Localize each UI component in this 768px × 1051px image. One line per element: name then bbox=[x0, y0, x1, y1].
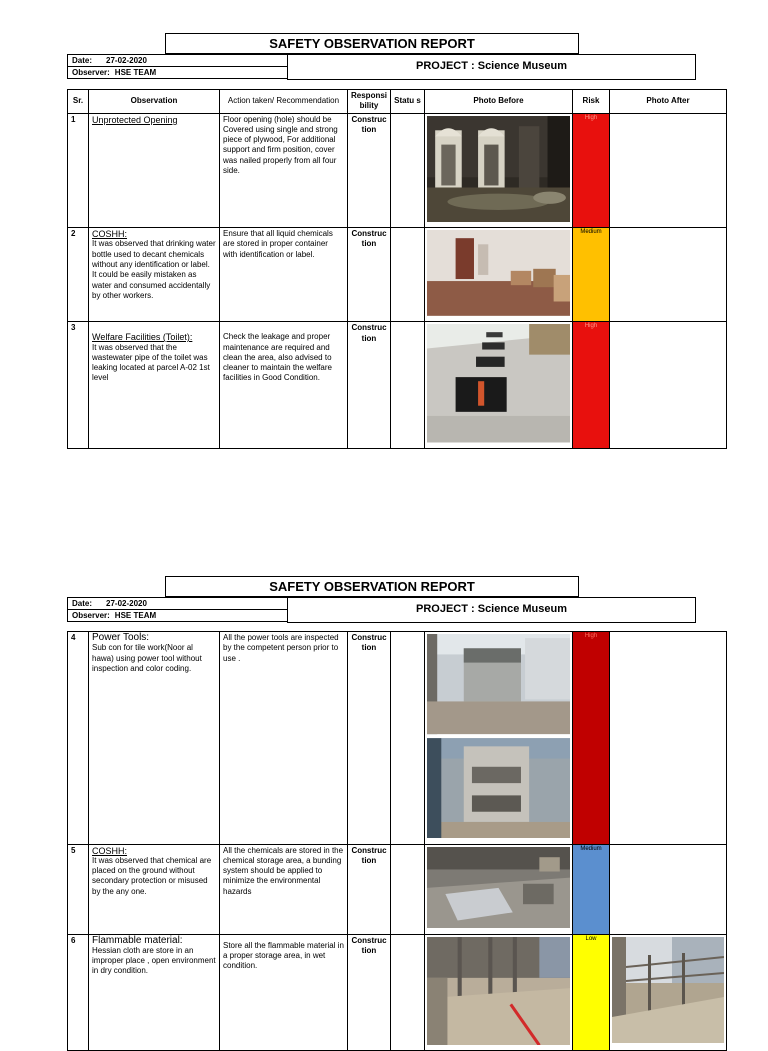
row-action: All the chemicals are stored in the chemical storage area, a bunding system should be applied to minimize the environmental hazards bbox=[220, 844, 348, 934]
risk-cell bbox=[573, 934, 610, 1051]
table-header-row bbox=[68, 90, 727, 114]
row-sr: 4 bbox=[68, 632, 89, 845]
photo-before-cell bbox=[425, 113, 573, 228]
risk-cell bbox=[573, 632, 610, 845]
risk-label: Low bbox=[585, 935, 597, 942]
report-title: SAFETY OBSERVATION REPORT bbox=[165, 33, 579, 54]
date-label: Date: bbox=[72, 599, 93, 608]
row-action bbox=[220, 322, 348, 449]
row-sr: 1 bbox=[68, 113, 89, 228]
row-observation bbox=[89, 844, 220, 934]
risk-cell bbox=[573, 844, 610, 934]
row-action: Floor opening (hole) should be Covered using single and strong piece of plywood, For additional support and firm position, cover was nailed properly from all four side. bbox=[220, 113, 348, 228]
action-text: Store all the flammable material in a proper storage area, in wet condition. bbox=[223, 940, 344, 971]
risk-cell bbox=[573, 228, 610, 322]
photo-before-cell bbox=[425, 934, 573, 1051]
observation-title: COSHH: bbox=[92, 845, 128, 856]
photo-before-image bbox=[427, 230, 570, 319]
date-label: Date: bbox=[72, 56, 93, 65]
row-observation bbox=[89, 632, 220, 845]
table-row bbox=[68, 632, 727, 845]
observation-body: It was observed that drinking water bottle used to decant chemicals without any identification or label. It could be easily mistaken as water and consumed accidentally by other workers. bbox=[92, 239, 216, 300]
table-row bbox=[68, 934, 727, 1051]
risk-label: Medium bbox=[580, 229, 602, 236]
row-status bbox=[391, 322, 425, 449]
observation-body: It was observed that chemical are placed on the ground without secondary protection or misused by the any one. bbox=[92, 855, 212, 896]
observation-title: COSHH: bbox=[92, 229, 128, 240]
row-action: Ensure that all liquid chemicals are stored in proper container with identification or label. bbox=[220, 228, 348, 322]
header-sr: Sr. bbox=[68, 90, 89, 114]
observation-table-1 bbox=[67, 89, 727, 449]
observation-title: Power Tools: bbox=[92, 632, 150, 643]
photo-after-cell bbox=[610, 322, 727, 449]
risk-label: Medium bbox=[580, 845, 602, 852]
photo-before-image bbox=[427, 116, 570, 226]
table-row bbox=[68, 228, 727, 322]
header-photo-after: Photo After bbox=[610, 90, 727, 114]
photo-before-image bbox=[427, 847, 570, 932]
table-row bbox=[68, 844, 727, 934]
row-responsibility: Construc tion bbox=[348, 632, 391, 845]
risk-label: High bbox=[584, 633, 598, 639]
photo-before-cell bbox=[425, 632, 573, 845]
observer-row bbox=[67, 609, 288, 622]
row-sr: 5 bbox=[68, 844, 89, 934]
observation-title: Welfare Facilities (Toilet): bbox=[92, 332, 193, 343]
photo-after-image bbox=[612, 937, 724, 1046]
header-observation: Observation bbox=[89, 90, 220, 114]
photo-after-cell bbox=[610, 844, 727, 934]
header-status: Statu s bbox=[391, 90, 425, 114]
observation-body: It was observed that the wastewater pipe of the toilet was leaking located at parcel A-02 1st level bbox=[92, 342, 210, 383]
project-name-page-2: PROJECT : Science Museum bbox=[287, 597, 696, 623]
photo-before-cell bbox=[425, 228, 573, 322]
risk-cell bbox=[573, 322, 610, 449]
photo-after-cell bbox=[610, 113, 727, 228]
row-action bbox=[220, 934, 348, 1051]
row-status bbox=[391, 844, 425, 934]
header-action: Action taken/ Recommendation bbox=[220, 90, 348, 114]
table-row bbox=[68, 113, 727, 228]
row-status bbox=[391, 934, 425, 1051]
observer-value: HSE TEAM bbox=[114, 611, 157, 620]
row-action: All the power tools are inspected by the competent person prior to use . bbox=[220, 632, 348, 845]
row-observation bbox=[89, 934, 220, 1051]
header-responsibility: Responsi bility bbox=[348, 90, 391, 114]
photo-after-cell bbox=[610, 228, 727, 322]
observer-value: HSE TEAM bbox=[114, 68, 157, 77]
project-name: PROJECT : Science Museum bbox=[287, 54, 696, 80]
date-value: 27-02-2020 bbox=[106, 599, 147, 608]
observation-body: Hessian cloth are store in an improper place , open environment in dry condition. bbox=[92, 945, 216, 976]
row-status bbox=[391, 113, 425, 228]
observer-label: Observer: bbox=[72, 611, 110, 620]
observation-title: Unprotected Opening bbox=[92, 114, 178, 125]
photo-after-cell bbox=[610, 632, 727, 845]
row-responsibility: Construc tion bbox=[348, 322, 391, 449]
row-responsibility: Construc tion bbox=[348, 844, 391, 934]
observation-body: Sub con for tile work(Noor al hawa) using power tool without inspection and color coding. bbox=[92, 643, 202, 673]
observer-label: Observer: bbox=[72, 68, 110, 77]
row-observation bbox=[89, 228, 220, 322]
risk-label: High bbox=[584, 323, 598, 330]
risk-cell bbox=[573, 113, 610, 228]
photo-before-image bbox=[427, 324, 570, 446]
photo-before-image bbox=[427, 634, 570, 842]
row-sr: 6 bbox=[68, 934, 89, 1051]
table-row bbox=[68, 322, 727, 449]
report-title-page-2: SAFETY OBSERVATION REPORT bbox=[165, 576, 579, 597]
date-value: 27-02-2020 bbox=[106, 56, 147, 65]
header-risk: Risk bbox=[573, 90, 610, 114]
row-responsibility: Construc tion bbox=[348, 228, 391, 322]
row-responsibility: Construc tion bbox=[348, 113, 391, 228]
risk-label: High bbox=[584, 114, 598, 121]
action-text: Check the leakage and proper maintenance are required and clean the area, also advised to cleaner to maintain the welfare facilities in Good Condition. bbox=[223, 332, 332, 383]
row-status bbox=[391, 228, 425, 322]
observation-table-2 bbox=[67, 631, 727, 1051]
photo-before-image bbox=[427, 937, 570, 1049]
header-photo-before: Photo Before bbox=[425, 90, 573, 114]
observation-title: Flammable material: bbox=[92, 934, 183, 946]
row-sr: 2 bbox=[68, 228, 89, 322]
row-sr: 3 bbox=[68, 322, 89, 449]
row-observation bbox=[89, 322, 220, 449]
photo-before-cell bbox=[425, 322, 573, 449]
photo-before-cell bbox=[425, 844, 573, 934]
photo-after-cell bbox=[610, 934, 727, 1051]
row-responsibility: Construc tion bbox=[348, 934, 391, 1051]
row-observation bbox=[89, 113, 220, 228]
observer-row bbox=[67, 66, 288, 79]
row-status bbox=[391, 632, 425, 845]
